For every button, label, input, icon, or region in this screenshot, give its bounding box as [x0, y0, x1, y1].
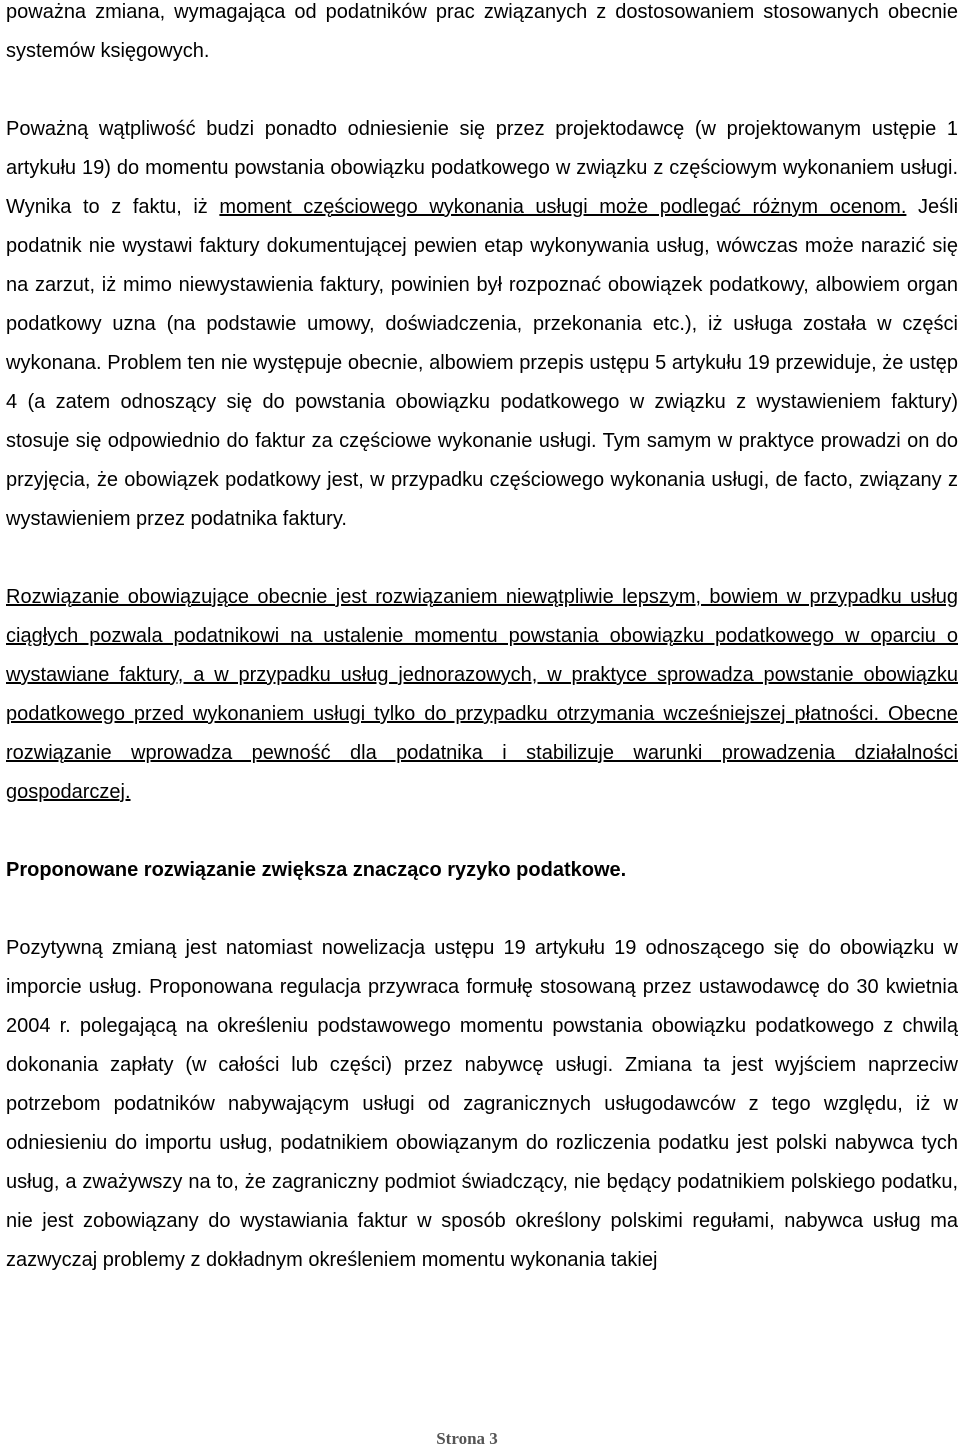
paragraph-positive-change: Pozytywną zmianą jest natomiast nowelizacja ustępu 19 artykułu 19 odnoszącego się do obowiązku w imporcie usług. Proponowana regulacja przywraca formułę stosowaną przez ustawodawcę do 30 kwietnia 2004 r. polegającą na określeniu podstawowego momentu powstania obowiązku podatkowego z chwilą dokonania zapłaty (w całości lub części) przez nabywcę usługi. Zmiana ta jest wyjściem naprzeciw potrzebom podatników nabywającym usługi od zagranicznych usługodawców z tego względu, iż w odniesieniu do importu usług, podatnikiem obowiązanym do rozliczenia podatku jest polski nabywca tych usług, a zważywszy na to, że zagraniczny podmiot świadczący, nie będący podatnikiem polskiego podatku, nie jest zobowiązany do wystawiania faktur w sposób określony polskimi regułami, nabywca usług ma zazwyczaj problemy z dokładnym określeniem momentu wykonania takiej	[6, 937, 958, 1271]
paragraph-doubt-part1: Poważną wątpliwość budzi ponadto odniesienie się przez projektodawcę (w projektowanym ustępie 1 artykułu 19) do momentu powstania obowiązku podatkowego w związku z częściowym wykonaniem usługi. Wynika to z faktu, iż	[6, 118, 958, 218]
paragraph-solution-underlined: Rozwiązanie obowiązujące obecnie jest rozwiązaniem niewątpliwie lepszym, bowiem w przypadku usług ciągłych pozwala podatnikowi na ustalenie momentu powstania obowiązku podatkowego w oparciu o wystawiane faktury, a w przypadku usług jednorazowych, w praktyce sprowadza powstanie obowiązku podatkowego przed wykonaniem usługi tylko do przypadku otrzymania wcześniejszej płatności. Obecne rozwiązanie wprowadza pewność dla podatnika i stabilizuje warunki prowadzenia działalności gospodarczej.	[6, 586, 958, 803]
paragraph-spacer	[6, 539, 958, 578]
paragraph-spacer	[6, 890, 958, 929]
paragraph-intro: poważna zmiana, wymagająca od podatników prac związanych z dostosowaniem stosowanych obecnie systemów księgowych.	[6, 1, 958, 62]
paragraph-doubt	[6, 110, 958, 539]
page-footer	[0, 1428, 934, 1450]
bold-heading: Proponowane rozwiązanie zwiększa znacząco ryzyko podatkowe.	[6, 859, 627, 881]
page-number: 3	[489, 1429, 498, 1448]
page-label: Strona	[436, 1429, 486, 1448]
paragraph-doubt-part2: Jeśli podatnik nie wystawi faktury dokumentującej pewien etap wykonywania usług, wówczas może narazić się na zarzut, iż mimo niewystawienia faktury, powinien był rozpoznać obowiązek podatkowy, albowiem organ podatkowy uzna (na podstawie umowy, doświadczenia, przekonania etc.), iż usługa została w części wykonana. Problem ten nie występuje obecnie, albowiem przepis ustępu 5 artykułu 19 przewiduje, że ustęp 4 (a zatem odnoszący się do powstania obowiązku podatkowego w związku z wystawieniem faktury) stosuje się odpowiednio do faktur za częściowe wykonanie usługi. Tym samym w praktyce prowadzi on do przyjęcia, że obowiązek podatkowy jest, w przypadku częściowego wykonania usługi, de facto, związany z wystawieniem przez podatnika faktury.	[6, 196, 959, 530]
paragraph-spacer	[6, 71, 958, 110]
paragraph-spacer	[6, 812, 958, 851]
paragraph-solution	[6, 578, 958, 812]
document-body	[6, 0, 958, 1280]
paragraph-doubt-underlined: moment częściowego wykonania usługi może podlegać różnym ocenom.	[219, 196, 907, 218]
